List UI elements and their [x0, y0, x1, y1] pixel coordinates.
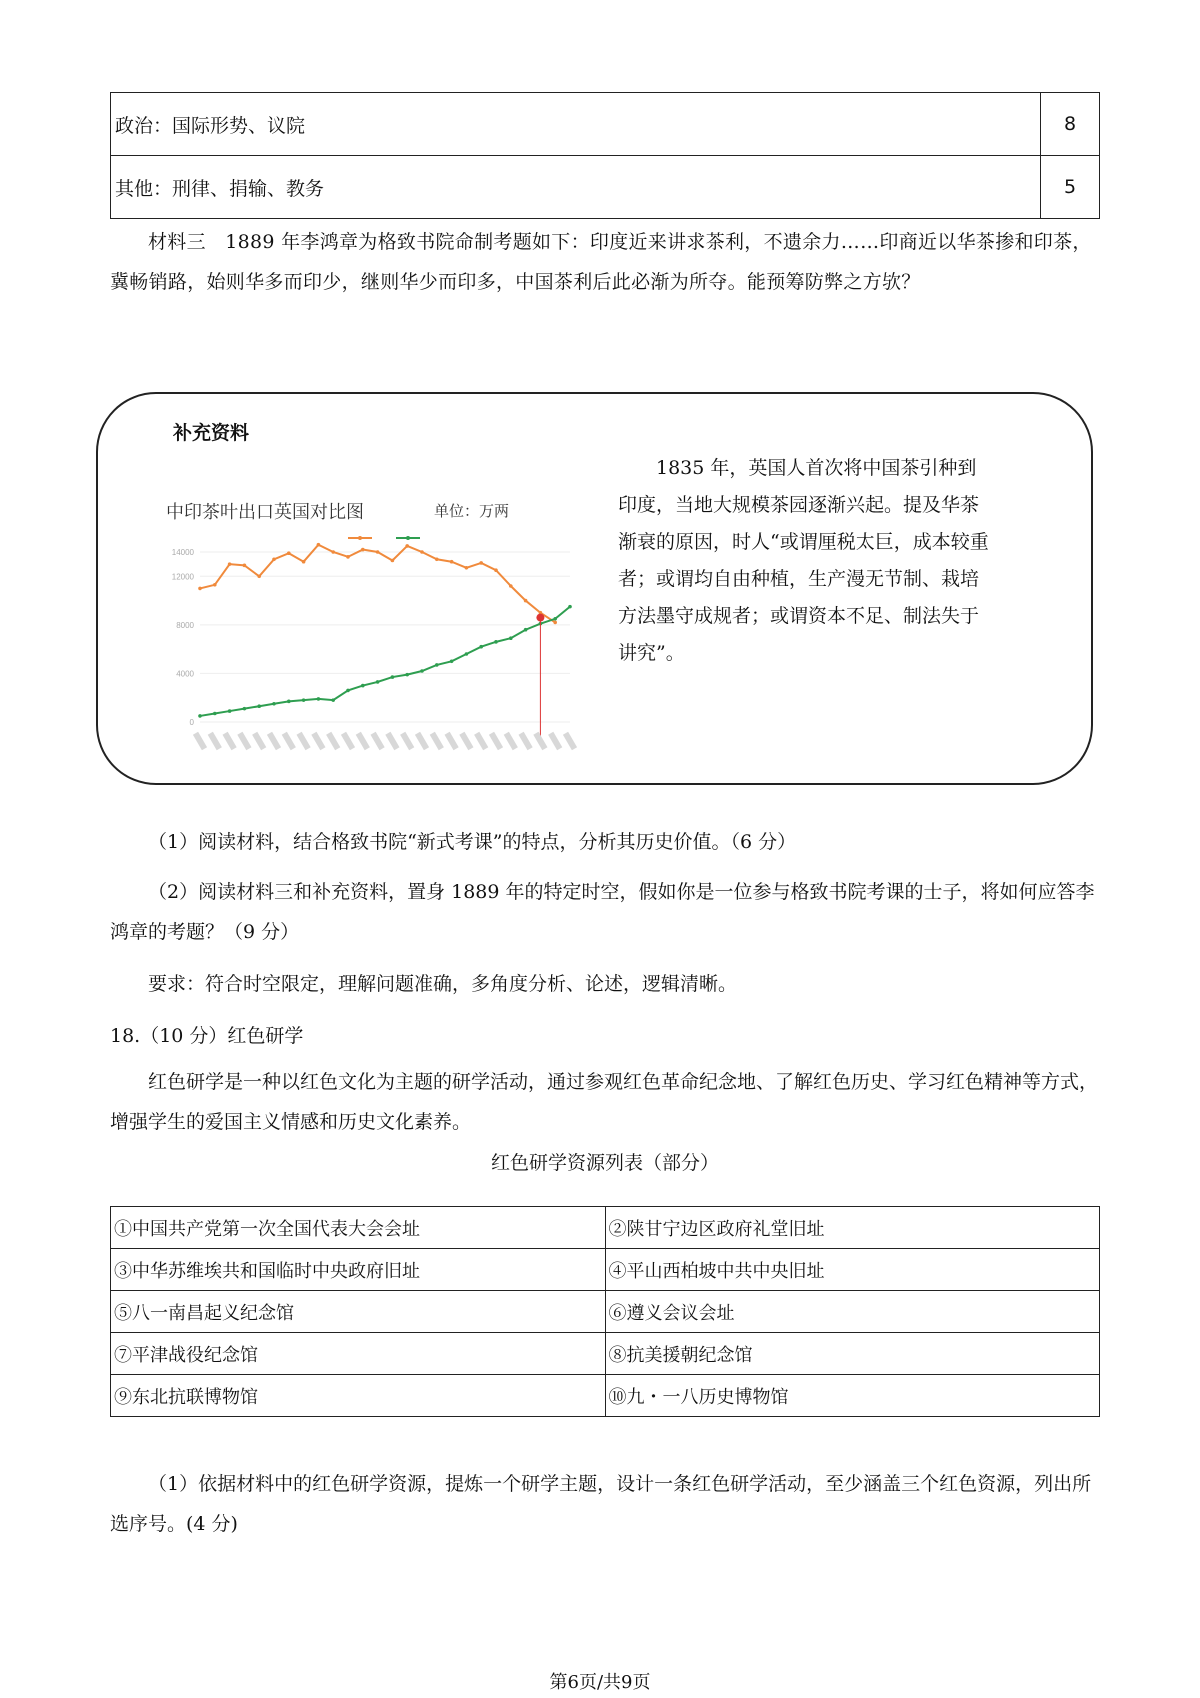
chart-point: [553, 621, 557, 625]
chart-point: [361, 684, 365, 688]
chart-point: [509, 584, 513, 588]
table-cell: ④平山西柏坡中共中央旧址: [605, 1249, 1100, 1291]
chart-point: [450, 659, 454, 663]
chart-point: [346, 555, 350, 559]
chart-y-tick-label: 0: [189, 718, 194, 727]
chart-point: [465, 652, 469, 656]
question-2: （2）阅读材料三和补充资料，置身 1889 年的特定时空，假如你是一位参与格致书院考课的士子，将如何应答李鸿章的考题？（9 分）: [110, 881, 1095, 943]
table-cell: ②陕甘宁边区政府礼堂旧址: [605, 1207, 1100, 1249]
chart-point: [228, 709, 232, 713]
chart-point: [435, 663, 439, 667]
chart-point: [420, 669, 424, 673]
chart-point: [361, 548, 365, 552]
chart-x-tick-mark: [415, 732, 429, 751]
table-row: [111, 156, 1100, 219]
chart-x-tick-mark: [474, 732, 488, 751]
chart-point: [272, 702, 276, 706]
chart-point: [257, 704, 261, 708]
chart-point: [494, 640, 498, 644]
table-cell: ⑦平津战役纪念馆: [111, 1333, 606, 1375]
table-row: [111, 1249, 1100, 1291]
chart-point: [317, 543, 321, 547]
chart-point: [494, 568, 498, 572]
table-cell-label: 政治：国际形势、议院: [111, 93, 1041, 156]
question-18-heading: 18.（10 分）红色研学: [110, 1025, 304, 1047]
chart-y-tick-label: 12000: [171, 572, 194, 582]
chart-point: [346, 689, 350, 693]
chart-x-tick-mark: [385, 732, 399, 751]
chart-point: [568, 605, 572, 609]
chart-y-tick-label: 8000: [176, 620, 194, 630]
chart-point: [198, 587, 202, 591]
page-footer: 第6页/共9页: [549, 1672, 651, 1693]
chart-point: [479, 645, 483, 649]
table-cell: ⑤八一南昌起义纪念馆: [111, 1291, 606, 1333]
chart-point: [213, 583, 217, 587]
chart-point: [257, 574, 261, 578]
chart-legend-marker: [406, 536, 410, 540]
table-row: [111, 1333, 1100, 1375]
chart-point: [317, 697, 321, 701]
table-cell-count: 5: [1041, 156, 1100, 219]
chart-point: [302, 560, 306, 564]
chart-point: [479, 561, 483, 565]
table-row: [111, 1291, 1100, 1333]
supplement-title: 补充资料: [173, 422, 250, 444]
chart-point: [450, 560, 454, 564]
chart-x-tick-mark: [267, 732, 281, 751]
red-study-resource-table: [110, 1206, 1100, 1417]
table-cell-label: 其他：刑律、捐输、教务: [111, 156, 1041, 219]
chart-x-tick-mark: [459, 732, 473, 751]
chart-point: [213, 712, 217, 716]
chart-x-tick-mark: [193, 732, 207, 751]
question-18-intro: 红色研学是一种以红色文化为主题的研学活动，通过参观红色革命纪念地、了解红色历史、学习红色精神等方式，增强学生的爱国主义情感和历史文化素养。: [110, 1071, 1099, 1133]
chart-point: [243, 564, 247, 568]
chart-x-tick-mark: [356, 732, 370, 751]
chart-x-tick-mark: [519, 732, 533, 751]
supplement-text: 1835 年，英国人首次将中国茶引种到印度，当地大规模茶园逐渐兴起。提及华茶渐衰的原因，时人“或谓厘税太巨，成本较重者；或谓均自由种植，生产漫无节制、栽培方法墨守成规者；或谓资本不足、制法失于讲究”。: [618, 457, 989, 664]
table-cell: ⑨东北抗联博物馆: [111, 1375, 606, 1417]
chart-point: [391, 675, 395, 679]
chart-point: [272, 557, 276, 561]
tea-export-chart: [158, 522, 598, 762]
question-18-1: （1）依据材料中的红色研学资源，提炼一个研学主题，设计一条红色研学活动，至少涵盖三个红色资源，列出所选序号。(4 分): [110, 1473, 1092, 1535]
material-3-paragraph: 材料三 1889 年李鸿章为格致书院命制考题如下：印度近来讲求茶利，不遗余力……印商近以华茶掺和印茶，冀畅销路，始则华多而印少，继则华少而印多，中国茶利后此必渐为所夺。能预筹防弊之方欤？: [110, 231, 1092, 293]
chart-y-tick-label: 14000: [171, 548, 194, 557]
subject-count-table: [110, 92, 1100, 219]
chart-x-tick-mark: [445, 732, 459, 751]
table-cell: ⑩九・一八历史博物馆: [605, 1375, 1100, 1417]
chart-point: [228, 562, 232, 566]
chart-point: [287, 551, 291, 555]
chart-crossover-marker: [536, 614, 544, 622]
table-row: [111, 1375, 1100, 1417]
chart-x-tick-mark: [326, 732, 340, 751]
chart-point: [243, 707, 247, 711]
chart-point: [331, 550, 335, 554]
chart-x-tick-mark: [548, 732, 562, 751]
chart-point: [509, 636, 513, 640]
chart-x-tick-mark: [208, 732, 222, 751]
chart-x-tick-mark: [252, 732, 266, 751]
table-row: [111, 1207, 1100, 1249]
table-cell: ⑥遵义会议会址: [605, 1291, 1100, 1333]
table-row: [111, 93, 1100, 156]
chart-series-line: [200, 607, 570, 716]
chart-point: [391, 559, 395, 563]
supplement-box: [96, 392, 1093, 785]
chart-series-line: [200, 545, 555, 623]
chart-x-tick-mark: [430, 732, 444, 751]
chart-point: [198, 714, 202, 718]
chart-point: [435, 557, 439, 561]
chart-x-tick-mark: [311, 732, 325, 751]
question-1: （1）阅读材料，结合格致书院“新式考课”的特点，分析其历史价值。（6 分）: [148, 831, 797, 853]
chart-point: [405, 673, 409, 677]
chart-point: [376, 680, 380, 684]
chart-point: [420, 550, 424, 554]
chart-x-tick-mark: [371, 732, 385, 751]
chart-point: [553, 617, 557, 621]
chart-x-tick-mark: [223, 732, 237, 751]
requirement: 要求：符合时空限定，理解问题准确，多角度分析、论述，逻辑清晰。: [148, 973, 738, 995]
chart-x-tick-mark: [297, 732, 311, 751]
chart-x-tick-mark: [489, 732, 503, 751]
chart-point: [524, 628, 528, 632]
table-caption: 红色研学资源列表（部分）: [490, 1152, 719, 1174]
chart-x-tick-mark: [341, 732, 355, 751]
chart-point: [287, 700, 291, 704]
chart-title: 中印茶叶出口英国对比图: [166, 502, 364, 523]
chart-x-tick-mark: [237, 732, 251, 751]
chart-y-tick-label: 4000: [176, 669, 194, 679]
chart-x-tick-mark: [400, 732, 414, 751]
table-cell-count: 8: [1041, 93, 1100, 156]
chart-legend-marker: [358, 536, 362, 540]
chart-x-tick-mark: [282, 732, 296, 751]
chart-point: [405, 544, 409, 548]
chart-point: [524, 599, 528, 603]
table-cell: ③中华苏维埃共和国临时中央政府旧址: [111, 1249, 606, 1291]
table-cell: ①中国共产党第一次全国代表大会会址: [111, 1207, 606, 1249]
chart-point: [302, 698, 306, 702]
chart-unit: 单位：万两: [434, 502, 510, 520]
table-cell: ⑧抗美援朝纪念馆: [605, 1333, 1100, 1375]
chart-x-tick-mark: [504, 732, 518, 751]
chart-x-tick-mark: [563, 732, 577, 751]
chart-point: [331, 698, 335, 702]
chart-point: [465, 566, 469, 570]
chart-point: [376, 550, 380, 554]
